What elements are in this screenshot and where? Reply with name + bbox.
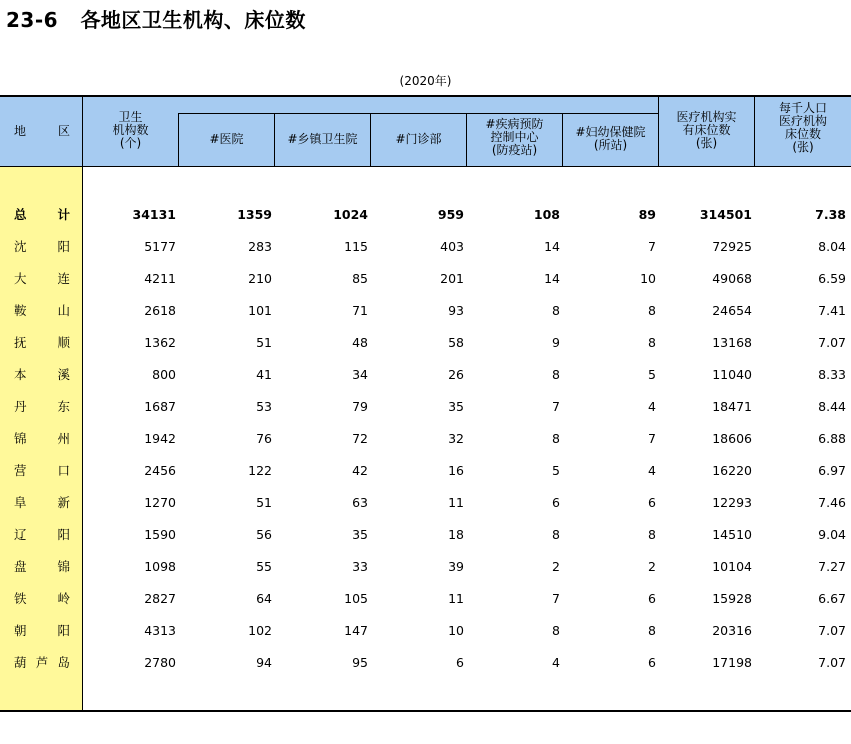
cell-clinic: 35 (448, 399, 464, 414)
col-divider (370, 113, 371, 167)
cell-per1000: 6.97 (818, 463, 846, 478)
header-beds-per-1000: 每千人口 医疗机构 床位数 (张) (778, 101, 827, 154)
cell-cdc: 7 (552, 591, 560, 606)
cell-total: 1687 (144, 399, 176, 414)
cell-per1000: 8.44 (818, 399, 846, 414)
col-divider (754, 96, 755, 167)
cell-per1000: 8.33 (818, 367, 846, 382)
cell-total: 5177 (144, 239, 176, 254)
cell-cdc: 8 (552, 527, 560, 542)
cell-beds: 10104 (712, 559, 752, 574)
header-bottom-rule (0, 166, 851, 167)
cell-cdc: 8 (552, 431, 560, 446)
cell-beds: 13168 (712, 335, 752, 350)
cell-beds: 72925 (712, 239, 752, 254)
cell-mch: 7 (648, 431, 656, 446)
cell-per1000: 7.27 (818, 559, 846, 574)
cell-total: 2827 (144, 591, 176, 606)
cell-beds: 17198 (712, 655, 752, 670)
cell-cdc: 5 (552, 463, 560, 478)
header-region: 地 区 (14, 124, 70, 138)
col-divider (658, 96, 659, 167)
cell-cdc: 6 (552, 495, 560, 510)
cell-per1000: 7.41 (818, 303, 846, 318)
cell-township: 42 (352, 463, 368, 478)
header-beds: 医疗机构实 有床位数 (张) (676, 110, 737, 150)
cell-beds: 24654 (712, 303, 752, 318)
region-name: 丹 东 (14, 399, 70, 414)
cell-total: 1362 (144, 335, 176, 350)
header-mch: #妇幼保健院 (所站) (575, 125, 646, 152)
cell-beds: 16220 (712, 463, 752, 478)
cell-clinic: 10 (448, 623, 464, 638)
cell-clinic: 959 (437, 207, 464, 222)
cell-township: 147 (344, 623, 368, 638)
region-name: 阜 新 (14, 495, 70, 510)
cell-township: 34 (352, 367, 368, 382)
cell-total: 4313 (144, 623, 176, 638)
cell-beds: 11040 (712, 367, 752, 382)
subheader-rule (178, 113, 659, 114)
cell-cdc: 4 (552, 655, 560, 670)
region-name: 本 溪 (14, 367, 70, 382)
region-name: 总 计 (14, 207, 70, 222)
cell-hospital: 101 (248, 303, 272, 318)
cell-cdc: 8 (552, 303, 560, 318)
region-name: 葫 芦 岛 (14, 655, 70, 670)
cell-per1000: 8.04 (818, 239, 846, 254)
header-health-institutions: 卫生 机构数 (个) (112, 110, 149, 150)
header-clinic: #门诊部 (395, 132, 442, 146)
cell-beds: 15928 (712, 591, 752, 606)
cell-hospital: 94 (256, 655, 272, 670)
cell-township: 35 (352, 527, 368, 542)
col-divider (466, 113, 467, 167)
region-name: 铁 岭 (14, 591, 70, 606)
cell-clinic: 6 (456, 655, 464, 670)
region-name: 大 连 (14, 271, 70, 286)
cell-mch: 8 (648, 335, 656, 350)
cell-clinic: 18 (448, 527, 464, 542)
cell-township: 85 (352, 271, 368, 286)
cell-beds: 14510 (712, 527, 752, 542)
cell-hospital: 51 (256, 495, 272, 510)
cell-clinic: 11 (448, 591, 464, 606)
cell-beds: 18471 (712, 399, 752, 414)
cell-hospital: 55 (256, 559, 272, 574)
cell-total: 4211 (144, 271, 176, 286)
cell-clinic: 58 (448, 335, 464, 350)
page-title: 23-6 各地区卫生机构、床位数 (6, 8, 306, 32)
cell-total: 2780 (144, 655, 176, 670)
cell-per1000: 7.07 (818, 335, 846, 350)
cell-mch: 2 (648, 559, 656, 574)
cell-cdc: 8 (552, 367, 560, 382)
cell-cdc: 7 (552, 399, 560, 414)
cell-total: 1942 (144, 431, 176, 446)
cell-per1000: 7.07 (818, 655, 846, 670)
cell-per1000: 6.59 (818, 271, 846, 286)
region-name: 朝 阳 (14, 623, 70, 638)
cell-township: 115 (344, 239, 368, 254)
cell-township: 71 (352, 303, 368, 318)
cell-township: 72 (352, 431, 368, 446)
cell-total: 1098 (144, 559, 176, 574)
col-divider (562, 113, 563, 167)
region-name: 鞍 山 (14, 303, 70, 318)
cell-total: 2456 (144, 463, 176, 478)
cell-clinic: 26 (448, 367, 464, 382)
cell-hospital: 56 (256, 527, 272, 542)
cell-mch: 6 (648, 655, 656, 670)
cell-clinic: 201 (440, 271, 464, 286)
cell-total: 2618 (144, 303, 176, 318)
cell-cdc: 2 (552, 559, 560, 574)
cell-total: 1590 (144, 527, 176, 542)
region-name: 辽 阳 (14, 527, 70, 542)
cell-clinic: 93 (448, 303, 464, 318)
cell-hospital: 53 (256, 399, 272, 414)
cell-per1000: 7.07 (818, 623, 846, 638)
cell-hospital: 283 (248, 239, 272, 254)
cell-mch: 5 (648, 367, 656, 382)
cell-township: 79 (352, 399, 368, 414)
cell-beds: 12293 (712, 495, 752, 510)
cell-clinic: 11 (448, 495, 464, 510)
cell-per1000: 9.04 (818, 527, 846, 542)
cell-cdc: 14 (544, 271, 560, 286)
cell-township: 95 (352, 655, 368, 670)
cell-cdc: 108 (533, 207, 560, 222)
cell-township: 33 (352, 559, 368, 574)
cell-hospital: 1359 (237, 207, 272, 222)
cell-hospital: 51 (256, 335, 272, 350)
cell-hospital: 102 (248, 623, 272, 638)
region-name: 营 口 (14, 463, 70, 478)
cell-beds: 49068 (712, 271, 752, 286)
cell-per1000: 6.67 (818, 591, 846, 606)
region-name: 沈 阳 (14, 239, 70, 254)
cell-beds: 18606 (712, 431, 752, 446)
cell-mch: 8 (648, 527, 656, 542)
cell-hospital: 76 (256, 431, 272, 446)
cell-mch: 7 (648, 239, 656, 254)
region-name: 锦 州 (14, 431, 70, 446)
cell-total: 800 (152, 367, 176, 382)
cell-per1000: 7.46 (818, 495, 846, 510)
cell-hospital: 41 (256, 367, 272, 382)
cell-mch: 4 (648, 399, 656, 414)
header-cdc: #疾病预防 控制中心 (防疫站) (485, 117, 544, 157)
cell-clinic: 16 (448, 463, 464, 478)
cell-township: 105 (344, 591, 368, 606)
cell-mch: 8 (648, 303, 656, 318)
cell-township: 48 (352, 335, 368, 350)
cell-beds: 314501 (699, 207, 752, 222)
cell-mch: 89 (638, 207, 656, 222)
year-note: (2020年) (399, 74, 452, 88)
cell-hospital: 122 (248, 463, 272, 478)
header-hospital: #医院 (209, 132, 244, 146)
cell-cdc: 9 (552, 335, 560, 350)
cell-per1000: 7.38 (815, 207, 846, 222)
cell-mch: 4 (648, 463, 656, 478)
cell-cdc: 14 (544, 239, 560, 254)
cell-hospital: 210 (248, 271, 272, 286)
region-name: 盘 锦 (14, 559, 70, 574)
cell-township: 1024 (333, 207, 368, 222)
cell-clinic: 32 (448, 431, 464, 446)
header-top-rule (0, 95, 851, 97)
cell-total: 1270 (144, 495, 176, 510)
cell-total: 34131 (132, 207, 176, 222)
cell-township: 63 (352, 495, 368, 510)
cell-mch: 8 (648, 623, 656, 638)
cell-mch: 6 (648, 495, 656, 510)
col-divider (178, 113, 179, 167)
cell-per1000: 6.88 (818, 431, 846, 446)
cell-mch: 6 (648, 591, 656, 606)
cell-cdc: 8 (552, 623, 560, 638)
cell-clinic: 39 (448, 559, 464, 574)
cell-hospital: 64 (256, 591, 272, 606)
cell-beds: 20316 (712, 623, 752, 638)
region-name: 抚 顺 (14, 335, 70, 350)
header-township: #乡镇卫生院 (287, 132, 358, 146)
cell-clinic: 403 (440, 239, 464, 254)
cell-mch: 10 (640, 271, 656, 286)
col-divider (274, 113, 275, 167)
col-divider (82, 96, 83, 711)
table-bottom-rule (0, 710, 851, 712)
